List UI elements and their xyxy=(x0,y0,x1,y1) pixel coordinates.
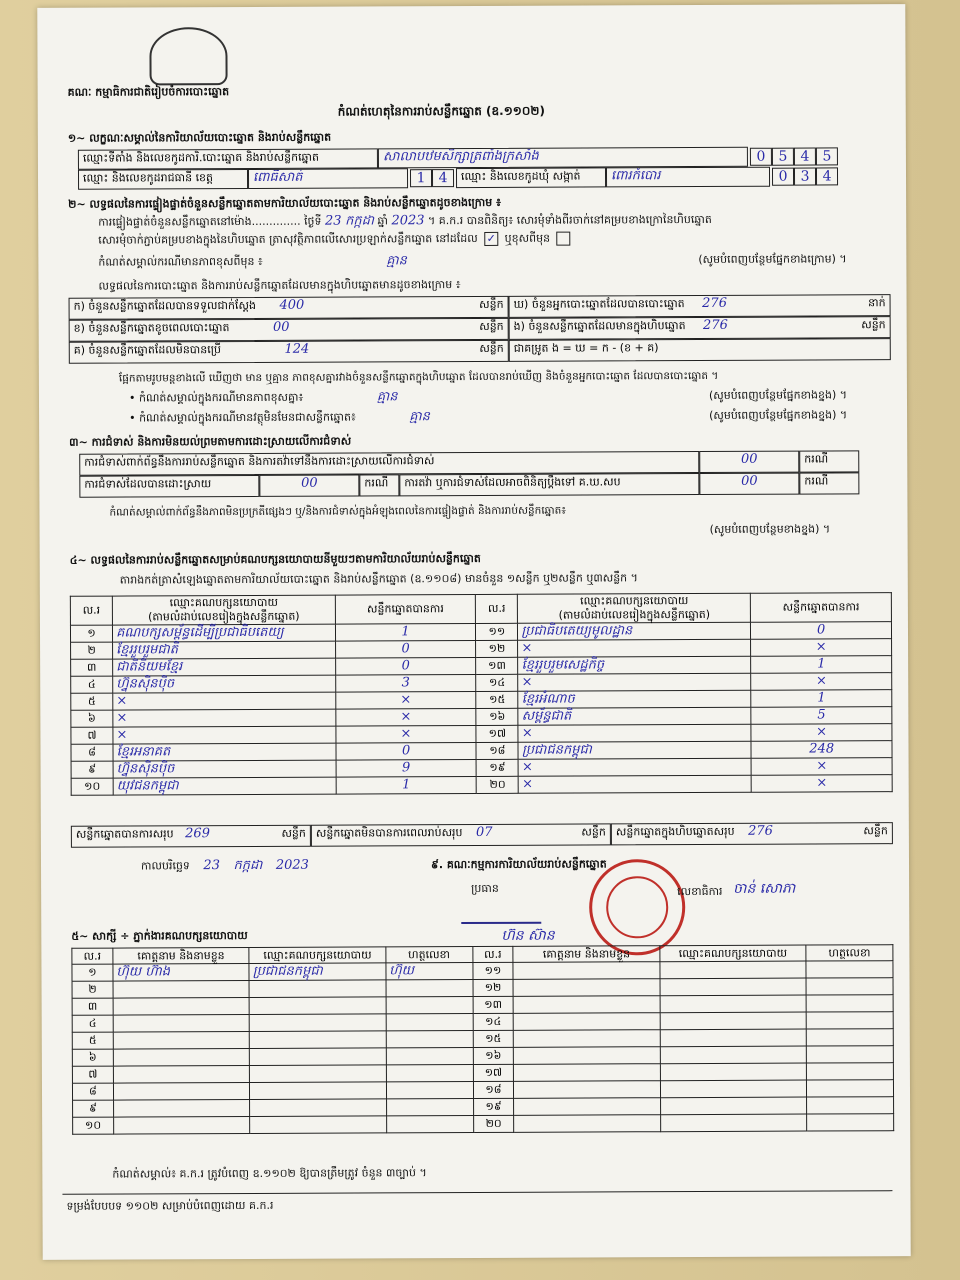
row-no: ២ xyxy=(71,642,113,659)
box-total xyxy=(611,822,893,845)
party-name: × xyxy=(518,724,751,742)
irregularity-fill: (សូមបំពេញបន្ថែមខាងខ្នង) ។ xyxy=(709,522,831,536)
col-party-sub: (តាមលំដាប់លេខរៀងក្នុងសន្លឹកឆ្នោត) xyxy=(558,607,711,622)
valid-total-label: សន្លឹកឆ្នោតបានការសរុប xyxy=(75,827,174,841)
witness-name xyxy=(514,1013,660,1031)
party-name: ប្រជាធិបតេយ្យមូលដ្ឋាន xyxy=(518,622,751,640)
invalid-total-value: 07 xyxy=(475,824,493,840)
bullet1 xyxy=(129,390,398,405)
s2-line1b-text: ។ គ.ក.រ បានពិនិត្យ៖ សោរមុំទាំងពីរចាក់នៅគម្របខាងក្រោនៃហិបឆ្នោត xyxy=(428,212,712,228)
party-name: × xyxy=(518,639,751,657)
vote-count: × xyxy=(751,775,892,793)
w-col-party: ឈ្មោះគណបក្សនយោបាយ xyxy=(660,945,806,962)
row-no: ១០ xyxy=(73,1117,114,1134)
w-col-name: គោត្តនាម និងនាមខ្លួន xyxy=(113,947,249,964)
province-code-digit: 4 xyxy=(432,169,454,187)
date-label: កាលបរិច្ឆេទ xyxy=(140,859,190,873)
invalid-total-unit: សន្លឹក xyxy=(581,825,606,839)
location-code-digit: 0 xyxy=(750,148,772,166)
witness-name xyxy=(114,1116,250,1134)
province-name: ពោធិ៍សាត់ xyxy=(252,169,303,185)
party-name: × xyxy=(113,726,336,744)
witness-party xyxy=(250,1048,387,1066)
row-no: ២ xyxy=(72,981,113,998)
witness-name: ហ៊ុយ ហ៊ាង xyxy=(113,963,249,981)
received-row xyxy=(69,296,509,320)
bullet1-fill: (សូមបំពេញបន្ថែមផ្នែកខាងខ្នង) ។ xyxy=(708,388,848,402)
bullet1-text: • កំណត់សម្គាល់ក្នុងករណីមានភាពខុសគ្នា៖ xyxy=(128,390,304,405)
complaint-count: 00 xyxy=(740,451,758,467)
witness-name xyxy=(113,1065,249,1083)
chief-label: ប្រធាន xyxy=(471,881,499,896)
table-row xyxy=(71,775,892,796)
case-unit: ករណី xyxy=(799,450,859,472)
vote-count: 248 xyxy=(751,741,892,759)
signing-committee: ៩. គណៈកម្មការការិយាល័យរាប់សន្លឹកឆ្នោត xyxy=(430,857,607,872)
witness-party xyxy=(660,1012,806,1030)
changed-label: ឬខុសពីមុន xyxy=(504,231,551,245)
witness-party xyxy=(250,1116,387,1134)
appeal-label: ការតវ៉ា ឬការជំទាស់ដែលអាចពិនិត្យប្តឹងទៅ គ.ឃ.សប xyxy=(399,473,699,496)
signature-date xyxy=(141,859,309,874)
received-unit: សន្លឹក xyxy=(479,297,504,311)
vote-count: 1 xyxy=(751,690,892,708)
witness-name xyxy=(113,997,249,1015)
party-name: × xyxy=(519,775,752,793)
row-no: ២០ xyxy=(476,776,518,793)
s1-row2-label: ឈ្មោះ និងលេខកូដរាជធានី ខេត្ត xyxy=(78,169,248,190)
witness-party xyxy=(249,980,386,998)
date-month: កក្កដា xyxy=(233,857,263,874)
party-name: ខ្មែររួបរួមជាតិ xyxy=(113,641,336,659)
witness-party xyxy=(660,1029,806,1047)
witness-signature xyxy=(807,1114,894,1131)
in-box-label: ង) ចំនួនសន្លឹកឆ្នោតដែលមានក្នុងហិបឆ្នោត xyxy=(513,319,686,333)
section2-heading: ២~ លទ្ធផលនៃការផ្ទៀងផ្ទាត់ចំនួនសន្លឹកឆ្នោតតាមការិយាល័យបោះឆ្នោត និងរាប់សន្លឹកឆ្នោតដូចខាងក្រោម ៖ xyxy=(68,195,501,211)
invalid-total-label: សន្លឹកឆ្នោតមិនបានការពេលរាប់សរុប xyxy=(315,826,463,840)
voted-row xyxy=(509,294,891,318)
date-year: 2023 xyxy=(275,857,309,873)
party-name: ហ្វ៊ុនស៊ិនប៉ិច xyxy=(113,760,336,778)
bullet2-fill: (សូមបំពេញបន្ថែមផ្នែកខាងខ្នង) ។ xyxy=(709,408,848,422)
vote-count: × xyxy=(751,639,892,657)
changed-checkbox[interactable] xyxy=(557,232,571,246)
row-no: ៦ xyxy=(71,710,113,727)
row-no: ១៧ xyxy=(473,1064,514,1081)
row-no: ១២ xyxy=(476,640,518,657)
valid-total xyxy=(71,825,311,848)
w-col-no: ល.រ xyxy=(472,946,513,962)
vote-count: × xyxy=(751,724,892,742)
s2-line2 xyxy=(98,232,573,248)
vote-count: 3 xyxy=(335,674,476,692)
bullet1-value: គ្មាន xyxy=(376,389,398,405)
check-year: 2023 xyxy=(391,213,425,229)
row-no: ១៩ xyxy=(476,759,518,776)
section4-heading: ៤~ លទ្ធផលនៃការរាប់សន្លឹកឆ្នោតសម្រាប់គណបក្សនយោបាយនីមួយៗតាមការិយាល័យរាប់សន្លឹកឆ្នោត xyxy=(69,551,481,567)
witness-signature xyxy=(386,1116,473,1133)
row-no: ១៧ xyxy=(476,725,518,742)
party-name: × xyxy=(113,692,336,710)
witness-signature xyxy=(386,1082,473,1099)
date-day: 23 xyxy=(203,858,220,874)
section1-heading: ១~ លក្ខណៈសម្គាល់នៃការិយាល័យបោះឆ្នោត និងរាប់សន្លឹកឆ្នោត xyxy=(67,130,332,145)
voted-value: 276 xyxy=(702,295,728,312)
witness-party xyxy=(660,1046,806,1064)
vote-count: × xyxy=(336,725,477,743)
appeal-count: 00 xyxy=(741,473,758,489)
witness-name xyxy=(514,1098,660,1116)
row-no: ៩ xyxy=(73,1100,114,1117)
party-name: សម្ព័ន្ធជាតិ xyxy=(518,707,751,725)
commune-code-digit: 4 xyxy=(816,167,838,185)
commune-name: ពោរកំបោរ xyxy=(610,168,661,184)
vote-count: 1 xyxy=(336,776,477,794)
case-unit: ករណី xyxy=(799,472,859,494)
s2-line3 xyxy=(98,254,407,269)
province-cell xyxy=(248,168,408,189)
s2-line1-text: ការផ្ទៀងផ្ទាត់ចំនួនសន្លឹកឆ្នោតនៅម៉ោង.............. ថ្ងៃទី xyxy=(98,214,322,229)
valid-total-value: 269 xyxy=(185,826,211,842)
party-results-table xyxy=(70,592,893,796)
section5-heading: ៥~ សាក្សី ÷ ភ្នាក់ងារគណបក្សនយោបាយ xyxy=(71,928,248,943)
witness-name xyxy=(514,1030,660,1048)
row-no: ១៣ xyxy=(476,657,518,674)
vote-count: × xyxy=(336,691,477,709)
witness-name xyxy=(113,980,249,998)
unused-unit: សន្លឹក xyxy=(479,341,504,355)
row-no: ១០ xyxy=(71,778,113,795)
party-name: ខ្មែរអនាគត xyxy=(113,743,336,761)
row-no: ៤ xyxy=(71,676,113,693)
col-no: ល.រ xyxy=(476,594,518,623)
w-col-sign: ហត្ថលេខា xyxy=(386,947,473,963)
s1-row1-value-cell xyxy=(378,147,748,169)
witness-name xyxy=(513,962,659,980)
row-no: ៥ xyxy=(71,693,113,710)
witness-signature xyxy=(386,1048,473,1065)
row-no: ១៦ xyxy=(473,1047,514,1064)
party-name: × xyxy=(113,709,336,727)
col-party xyxy=(112,595,335,625)
witness-name xyxy=(513,979,659,997)
row-no: ១៥ xyxy=(473,1030,514,1047)
tally-sheet-intro: តារាងកត់ត្រាសំឡេងឆ្នោតតាមការិយាល័យបោះឆ្នោត និងរាប់សន្លឹកឆ្នោត (ឧ.១១០៨) មានចំនួន ១សន្លឹក ឬ២សន្លឹក ឬ៣សន្លឹក ។ xyxy=(119,571,638,587)
col-no: ល.រ xyxy=(70,596,112,625)
location-code-digit: 5 xyxy=(816,147,838,165)
irregularity-note: កំណត់សម្គាល់ពាក់ព័ន្ធនឹងភាពមិនប្រក្រតីផ្សេងៗ ឬ/និងការជំទាស់ក្នុងអំឡុងពេលនៃការផ្ទៀងផ្ទាត់ និងការរាប់សន្លឹកឆ្នោត៖ xyxy=(109,504,566,519)
witness-party xyxy=(250,1031,387,1049)
secretary-label: លេខាធិការ xyxy=(677,884,723,899)
row-no: ៧ xyxy=(72,1066,113,1083)
witness-signature xyxy=(807,1063,894,1080)
witness-party xyxy=(660,978,806,996)
witness-party xyxy=(250,1065,387,1083)
vote-count: 5 xyxy=(751,707,892,725)
row-no: ១ xyxy=(72,964,113,981)
bullet2-text: • កំណត់សម្គាល់ក្នុងករណីមានវត្ថុមិនមែនជាសន្លឹកឆ្នោត៖ xyxy=(129,410,356,425)
witness-signature xyxy=(806,995,893,1012)
table-row xyxy=(73,1114,894,1135)
witness-note: កំណត់សម្គាល់៖ គ.ក.រ ត្រូវបំពេញ ឧ.១១០២ ឱ្យបានត្រឹមត្រូវ ចំនួន ៣ច្បាប់ ។ xyxy=(112,1166,427,1181)
unused-label: គ) ចំនួនសន្លឹកឆ្នោតដែលមិនបានប្រើ xyxy=(73,343,222,357)
check-year-label: ឆ្នាំ xyxy=(377,214,388,228)
box-total-unit: សន្លឹក xyxy=(863,824,888,838)
witness-name xyxy=(514,1081,660,1099)
witness-name xyxy=(514,1115,660,1133)
w-col-party: ឈ្មោះគណបក្សនយោបាយ xyxy=(249,947,386,964)
case-unit: ករណី xyxy=(359,474,399,496)
witness-party xyxy=(249,997,386,1015)
invalid-total xyxy=(311,823,611,846)
election-form-sheet xyxy=(37,4,910,1260)
witness-signature xyxy=(386,997,473,1014)
party-name: ប្រជាជនកម្ពុជា xyxy=(518,741,751,759)
witness-name xyxy=(514,1047,660,1065)
witness-signature xyxy=(806,1046,893,1063)
witness-name xyxy=(113,1082,249,1100)
row-no: ១៩ xyxy=(473,1098,514,1115)
vote-count: × xyxy=(336,708,477,726)
s2-line4: លទ្ធផលនៃការបោះឆ្នោត និងការរាប់សន្លឹកឆ្នោតដែលមានក្នុងហិបឆ្នោតមានដូចខាងក្រោម ៖ xyxy=(98,278,461,293)
witness-name xyxy=(113,1048,249,1066)
witness-signature xyxy=(806,961,893,978)
footer-divider xyxy=(62,1190,892,1195)
witness-name xyxy=(113,1031,249,1049)
col-votes: សន្លឹកឆ្នោតបានការ xyxy=(751,593,892,623)
national-emblem-icon xyxy=(149,27,227,85)
col-party-sub: (តាមលំដាប់លេខរៀងក្នុងសន្លឹកឆ្នោត) xyxy=(148,609,300,624)
location-code-digit: 4 xyxy=(794,148,816,166)
row-no: ៩ xyxy=(71,761,113,778)
w-col-sign: ហត្ថលេខា xyxy=(806,945,893,961)
commune-cell xyxy=(606,167,770,188)
party-name: ហ្វ៊ុនស៊ិនប៉ិច xyxy=(113,675,336,693)
difference-note: គ្មាន xyxy=(386,253,407,269)
row-no: ៤ xyxy=(72,1015,113,1032)
committee-name: គណៈ កម្មាធិការជាតិរៀបចំការបោះឆ្នោត xyxy=(67,85,230,99)
row-no: ៨ xyxy=(71,744,113,761)
official-stamp xyxy=(589,859,685,955)
vote-count: 9 xyxy=(336,759,477,777)
form-title: កំណត់ហេតុនៃការរាប់សន្លឹកឆ្នោត (ឧ.១១០២) xyxy=(337,103,545,119)
vote-count: × xyxy=(751,758,892,776)
s1-row1-label: ឈ្មោះទីតាំង និងលេខកូដការិ.បោះឆ្នោត និងរាប់សន្លឹកឆ្នោត xyxy=(78,148,378,169)
same-checkbox[interactable]: ✓ xyxy=(484,232,498,246)
form-footer: ទម្រង់បែបបទ ១១០២ សម្រាប់បំពេញដោយ គ.ក.រ xyxy=(66,1198,274,1213)
spoiled-label: ខ) ចំនួនសន្លឹកឆ្នោតខូចពេលបោះឆ្នោត xyxy=(73,321,230,335)
party-name: យុវជនកម្ពុជា xyxy=(113,777,336,795)
w-col-name: គោត្តនាម និងនាមខ្លួន xyxy=(513,946,659,963)
box-total-value: 276 xyxy=(748,823,773,839)
witness-party xyxy=(249,1014,386,1032)
witness-signature xyxy=(806,1029,893,1046)
col-votes: សន្លឹកឆ្នោតបានការ xyxy=(335,594,476,624)
party-name: ជាតិនិយមខ្មែរ xyxy=(113,658,336,676)
witness-party xyxy=(660,1063,806,1081)
chief-name: ហ៊ន ស៊ាន xyxy=(501,927,555,944)
row-no: ២០ xyxy=(473,1115,514,1132)
witness-name xyxy=(514,996,660,1014)
location-code-digit: 5 xyxy=(772,148,794,166)
witness-signature xyxy=(386,1014,473,1031)
row-no: ១៤ xyxy=(473,1013,514,1030)
s2-line1 xyxy=(98,213,712,230)
party-name: គណបក្សសម្ព័ន្ធដើម្បីប្រជាធិបតេយ្យ xyxy=(113,624,336,642)
chief-signature xyxy=(461,902,541,924)
witness-signature xyxy=(386,1031,473,1048)
witness-party xyxy=(660,995,806,1013)
vote-count: 1 xyxy=(751,656,892,674)
witness-signature xyxy=(386,1065,473,1082)
received-value: 400 xyxy=(279,297,305,313)
box-total-label: សន្លឹកឆ្នោតក្នុងហិបឆ្នោតសរុប xyxy=(615,824,735,839)
comparison-line: ផ្អែកតាមរូបមន្តខាងលើ ឃើញថា មាន ឬគ្មាន ភាពខុសគ្នារវាងចំនួនសន្លឹកឆ្នោតក្នុងហិបឆ្នោត ដែលបានរាប់ឃើញ និងចំនួនអ្នកបោះឆ្នោត ដែលបានបោះឆ្នោត ។ xyxy=(118,369,719,385)
row-no: ១១ xyxy=(476,623,518,640)
commune-label: ឈ្មោះ និងលេខកូដឃុំ សង្កាត់ xyxy=(456,167,606,188)
row-no: ៣ xyxy=(72,998,113,1015)
in-box-row xyxy=(509,316,891,340)
row-no: ១៤ xyxy=(476,674,518,691)
witness-signature xyxy=(807,1080,894,1097)
vote-count: 0 xyxy=(751,622,892,640)
party-name: × xyxy=(518,758,751,776)
witness-party xyxy=(660,1097,806,1115)
col-party-title: ឈ្មោះគណបក្សនយោបាយ xyxy=(169,595,278,610)
party-name: ខ្មែរអំណាច xyxy=(518,690,751,708)
row-no: ៧ xyxy=(71,727,113,744)
row-no: ៨ xyxy=(72,1083,113,1100)
bullet2 xyxy=(129,410,430,425)
s2-line2-text: សោរមុំចាក់ភ្ជាប់គម្របខាងក្នុងនៃហិបឆ្នោត ត្រាសុវត្ថិភាពលើសោរ​ប្រឡាក់សន្លឹកឆ្នោត នៅដដែល xyxy=(98,231,478,247)
witness-party: ប្រជាជនកម្ពុជា xyxy=(249,963,386,981)
secretary-name: ចាន់ សោភា xyxy=(733,880,796,897)
bullet2-value: គ្មាន xyxy=(409,409,430,425)
witness-party xyxy=(660,1080,806,1098)
witness-party xyxy=(660,1114,806,1132)
vote-count: 1 xyxy=(335,623,476,641)
commune-code-digit: 3 xyxy=(794,168,816,186)
complaint-row1-value-cell xyxy=(699,451,799,473)
resolved-count: 00 xyxy=(301,475,318,491)
witness-signature xyxy=(386,1099,473,1116)
witness-signature xyxy=(806,1012,893,1029)
party-name: ខ្មែររួបរួមសេដ្ឋកិច្ច xyxy=(518,656,751,674)
check-day: 23 xyxy=(324,213,342,229)
vote-count: 0 xyxy=(335,640,476,658)
vote-count: 0 xyxy=(335,657,476,675)
witness-signature xyxy=(806,978,893,995)
witness-signature: ហ៊ុយ xyxy=(386,963,473,980)
valid-total-unit: សន្លឹក xyxy=(281,826,306,840)
appeal-value-cell xyxy=(699,473,799,495)
resolved-value-cell xyxy=(259,474,359,496)
resolved-label: ការជំទាស់ដែលបានដោះស្រាយ xyxy=(79,475,259,498)
witness-name xyxy=(113,1099,249,1117)
row-no: ១៥ xyxy=(476,691,518,708)
row-no: ១៣ xyxy=(473,996,514,1013)
in-box-unit: សន្លឹក xyxy=(861,318,886,332)
witness-party xyxy=(660,961,806,979)
witness-party xyxy=(250,1082,387,1100)
check-month: កក្កដា xyxy=(345,213,374,229)
commune-code-digit: 0 xyxy=(772,168,794,186)
unused-row xyxy=(69,340,509,364)
row-no: ១៨ xyxy=(476,742,518,759)
received-label: ក) ចំនួនសន្លឹកឆ្នោតដែលបានទទួលជាក់ស្តែង xyxy=(73,298,256,313)
row-no: ១៨ xyxy=(473,1081,514,1098)
section3-heading: ៣~ ការជំទាស់ និងការមិនយល់ព្រមតាមការដោះស្រាយលើការជំទាស់ xyxy=(69,434,352,449)
row-no: ១៦ xyxy=(476,708,518,725)
fill-note: (សូមបំពេញបន្ថែមផ្នែកខាងក្រោម) ។ xyxy=(698,252,847,267)
row-no: ១២ xyxy=(473,979,514,996)
witness-table xyxy=(71,944,894,1135)
spoiled-row xyxy=(69,318,509,342)
province-code-digit: 1 xyxy=(410,169,432,187)
w-col-no: ល.រ xyxy=(72,948,113,964)
row-no: ១ xyxy=(70,625,112,642)
in-box-value: 276 xyxy=(703,317,728,333)
witness-signature xyxy=(807,1097,894,1114)
party-name: × xyxy=(518,673,751,691)
witness-name xyxy=(514,1064,660,1082)
col-party-title: ឈ្មោះគណបក្សនយោបាយ xyxy=(580,594,689,608)
witness-name xyxy=(113,1014,249,1032)
spoiled-value: 00 xyxy=(272,319,290,335)
witness-party xyxy=(250,1099,387,1117)
voted-unit: នាក់ xyxy=(868,296,886,310)
row-no: ៥ xyxy=(72,1032,113,1049)
row-no: ៦ xyxy=(72,1049,113,1066)
row-no: ១១ xyxy=(472,962,513,979)
witness-signature xyxy=(386,980,473,997)
s2-line3-text: កំណត់សម្គាល់ករណីមានភាពខុសពីមុន ៖ xyxy=(98,254,263,269)
unused-value: 124 xyxy=(284,341,310,357)
complaint-row1-label: ការជំទាស់ពាក់ព័ន្ធនឹងការរាប់សន្លឹកឆ្នោត និងការតវ៉ាទៅនឹងការដោះស្រាយលើការជំទាស់ xyxy=(79,451,699,476)
vote-count: × xyxy=(751,673,892,691)
voted-label: ឃ) ចំនួនអ្នកបោះឆ្នោតដែលបានបោះឆ្នោត xyxy=(513,297,685,311)
formula-row: ជាគម្រូត ង = ឃ = ក - (ខ + គ) xyxy=(509,338,891,362)
row-no: ៣ xyxy=(71,659,113,676)
col-party xyxy=(518,593,751,623)
spoiled-unit: សន្លឹក xyxy=(479,319,504,333)
vote-count: 0 xyxy=(336,742,477,760)
location-name: សាលាបឋមសិក្សាត្រពាំងក្រសាំង xyxy=(382,148,539,165)
